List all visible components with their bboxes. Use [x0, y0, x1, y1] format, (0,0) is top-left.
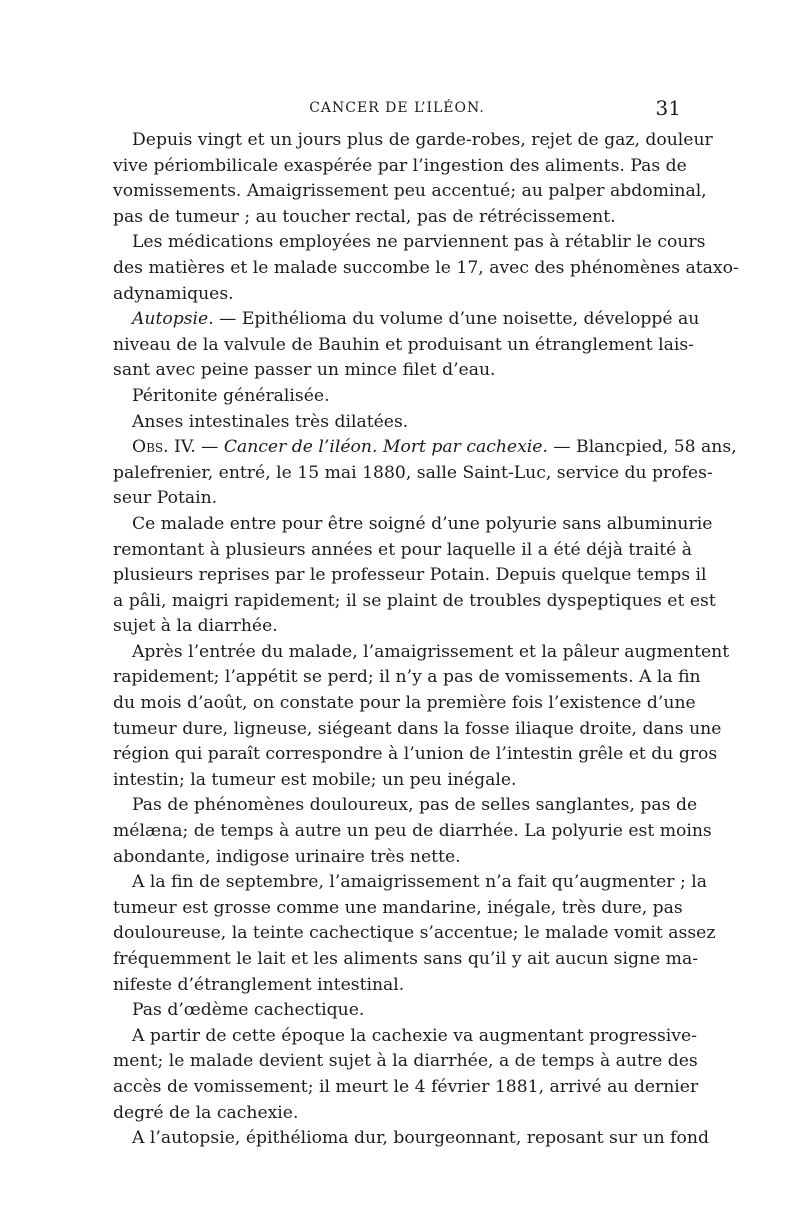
text-line: pas de tumeur ; au toucher rectal, pas de rétrécissement. [113, 206, 616, 227]
text-line: adynamiques. [113, 283, 234, 304]
text-line: fréquemment le lait et les aliments sans qu’il y ait aucun signe ma- [113, 949, 699, 969]
text-line: Les médications employées ne parviennent pas à rétablir le cours [132, 232, 706, 253]
text-line: Pas de phénomènes douloureux, pas de selles sanglantes, pas de [132, 795, 698, 816]
text-line: Pas d’œdème cachectique. [132, 1000, 365, 1021]
text-line: douloureuse, la teinte cachectique s’accentue; le malade vomit assez [113, 923, 716, 944]
text-line: Péritonite généralisée. [132, 385, 330, 406]
text-line: vive périombilicale exaspérée par l’ingestion des aliments. Pas de [113, 155, 687, 176]
page-header [113, 98, 681, 122]
text-line: nifeste d’étranglement intestinal. [113, 974, 405, 995]
line-rest: — Epithélioma du volume d’une noisette, développé au [219, 309, 700, 330]
text-line: Obs. IV. — Cancer de l’iléon. Mort par cachexie. — Blancpied, 58 ans, [132, 437, 737, 458]
text-line: mélæna; de temps à autre un peu de diarrhée. La polyurie est moins [113, 821, 712, 842]
text-line: Depuis vingt et un jours plus de garde-robes, rejet de gaz, douleur [132, 130, 713, 150]
text-line: remontant à plusieurs années et pour laquelle il a été déjà traité à [113, 539, 693, 560]
text-line: seur Potain. [113, 488, 218, 509]
text-line: A l’autopsie, épithélioma dur, bourgeonnant, reposant sur un fond [132, 1128, 709, 1149]
text-line: Après l’entrée du malade, l’amaigrissement et la pâleur augmentent [132, 641, 730, 662]
text-line: tumeur est grosse comme une mandarine, inégale, très dure, pas [113, 897, 683, 918]
text-line [113, 307, 700, 333]
text-line: rapidement; l’appétit se perd; il n’y a pas de vomissements. A la fin [113, 667, 701, 688]
autopsy-label: Autopsie. [132, 309, 214, 330]
text-line: tumeur dure, ligneuse, siégeant dans la fosse iliaque droite, dans une [113, 718, 722, 739]
body-text [113, 128, 739, 1152]
text-line: région qui paraît correspondre à l’union de l’intestin grêle et du gros [113, 744, 718, 765]
text-line: A la fin de septembre, l’amaigrissement n’a fait qu’augmenter ; la [132, 872, 707, 893]
observation-title: Cancer de l’iléon. Mort par cachexie. [223, 437, 548, 458]
observation-label: Obs. IV. [132, 437, 196, 458]
text-line: abondante, indigose urinaire très nette. [113, 846, 461, 867]
text-line: accès de vomissement; il meurt le 4 février 1881, arrivé au dernier [113, 1076, 699, 1097]
text-line: du mois d’août, on constate pour la première fois l’existence d’une [113, 693, 696, 714]
text-line: Anses intestinales très dilatées. [132, 411, 409, 432]
text-line: Ce malade entre pour être soigné d’une polyurie sans albuminurie [132, 513, 713, 534]
text-line: sant avec peine passer un mince filet d’eau. [113, 360, 496, 381]
text-line: a pâli, maigri rapidement; il se plaint de troubles dyspeptiques et est [113, 590, 716, 611]
text-line: niveau de la valvule de Bauhin et produisant un étranglement lais- [113, 334, 694, 355]
text-line: intestin; la tumeur est mobile; un peu inégale. [113, 769, 517, 790]
text-line: des matières et le malade succombe le 17, avec des phénomènes ataxo- [113, 257, 739, 278]
text-line: degré de la cachexie. [113, 1102, 299, 1123]
text-line: plusieurs reprises par le professeur Potain. Depuis quelque temps il [113, 565, 707, 586]
running-title: CANCER DE L’ILÉON. [309, 100, 485, 116]
text-line: ment; le malade devient sujet à la diarrhée, a de temps à autre des [113, 1051, 698, 1072]
page-number: 31 [655, 96, 681, 120]
text-line: A partir de cette époque la cachexie va augmentant progressive- [132, 1025, 697, 1046]
text-line: sujet à la diarrhée. [113, 616, 278, 637]
text-line: palefrenier, entré, le 15 mai 1880, salle Saint-Luc, service du profes- [113, 462, 713, 483]
line-rest: — Blancpied, 58 ans, [553, 437, 737, 458]
text-line: vomissements. Amaigrissement peu accentué; au palper abdominal, [113, 181, 707, 202]
